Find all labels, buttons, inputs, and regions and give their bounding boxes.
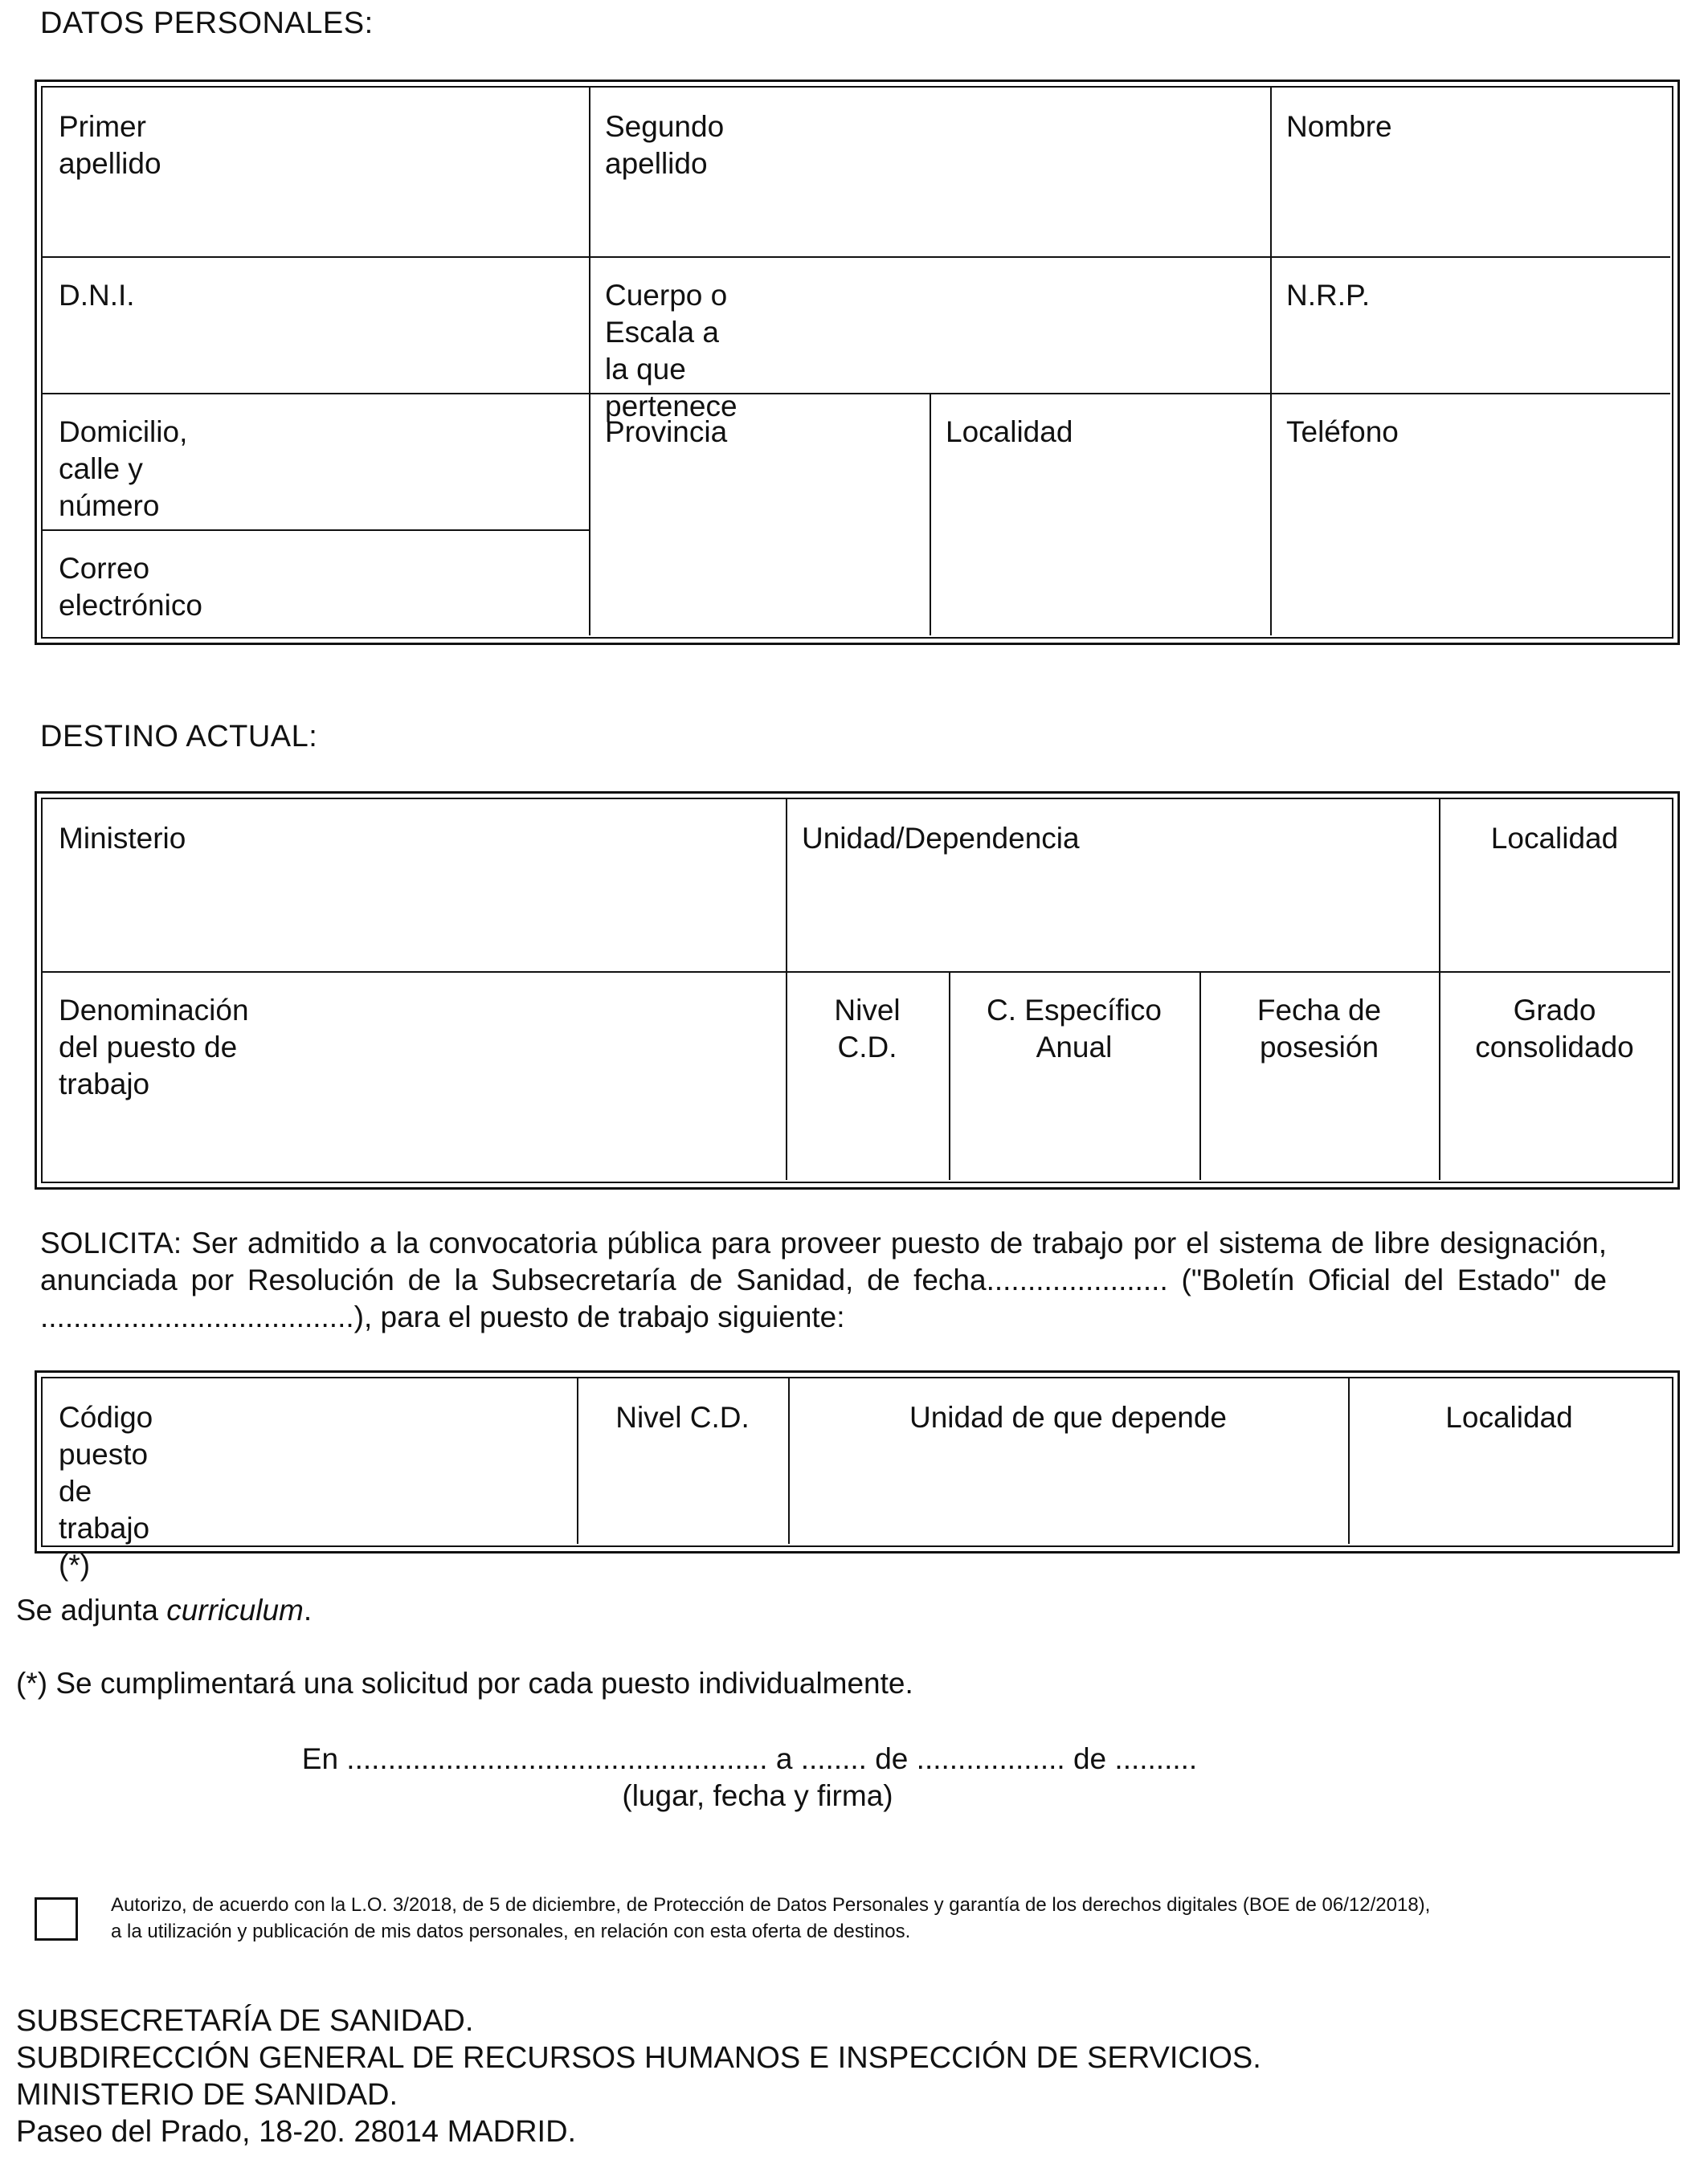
adjunta-note: Se adjunta curriculum. [16,1594,313,1627]
section-heading-destino: DESTINO ACTUAL: [40,720,318,753]
destino-table: Ministerio Unidad/Dependencia Localidad Denominación del puesto de trabajo Nivel C.D. C. Específico Anual Fecha de posesión Grado consolidado [35,791,1680,1190]
signature-block [0,1741,1708,1815]
consent-text: Autorizo, de acuerdo con la L.O. 3/2018, de 5 de diciembre, de Protección de Datos Personales y garantía de los derechos digitales (BOE de 06/12/2018), a la utilización y publicación de mis datos personales, en relación con esta oferta de destinos. [111,1894,1431,1942]
signature-line[interactable]: En ................................................... a ........ de .................. de .......... [301,1742,1198,1775]
section-heading-personal: DATOS PERSONALES: [40,6,374,40]
footer-address [16,2003,1261,2150]
signature-caption: (lugar, fecha y firma) [622,1779,893,1812]
personal-data-table: Primer apellido Segundo apellido Nombre D.N.I. Cuerpo o Escala a la que pertenece N.R.P. Domicilio, calle y número Provincia Localidad Teléfono Correo electrónico [35,80,1680,645]
consent-checkbox[interactable] [35,1897,78,1941]
footer-line-3: MINISTERIO DE SANIDAD. [16,2078,398,2112]
footer-line-4: Paseo del Prado, 18-20. 28014 MADRID. [16,2115,577,2149]
asterisk-note: (*) Se cumplimentará una solicitud por cada puesto individualmente. [16,1667,913,1700]
puesto-table: Código puesto de trabajo (*) Nivel C.D. Unidad de que depende Localidad [35,1370,1680,1554]
footer-line-1: SUBSECRETARÍA DE SANIDAD. [16,2004,474,2038]
footer-line-2: SUBDIRECCIÓN GENERAL DE RECURSOS HUMANOS E INSPECCIÓN DE SERVICIOS. [16,2041,1261,2075]
solicita-paragraph: SOLICITA: Ser admitido a la convocatoria pública para proveer puesto de trabajo por el sistema de libre designación, anunciada por Resolución de la Subsecretaría de Sanidad, de fecha...................... ("Boletín Oficial del Estado" de ......................................), para el puesto de trabajo siguiente: [40,1227,1607,1333]
